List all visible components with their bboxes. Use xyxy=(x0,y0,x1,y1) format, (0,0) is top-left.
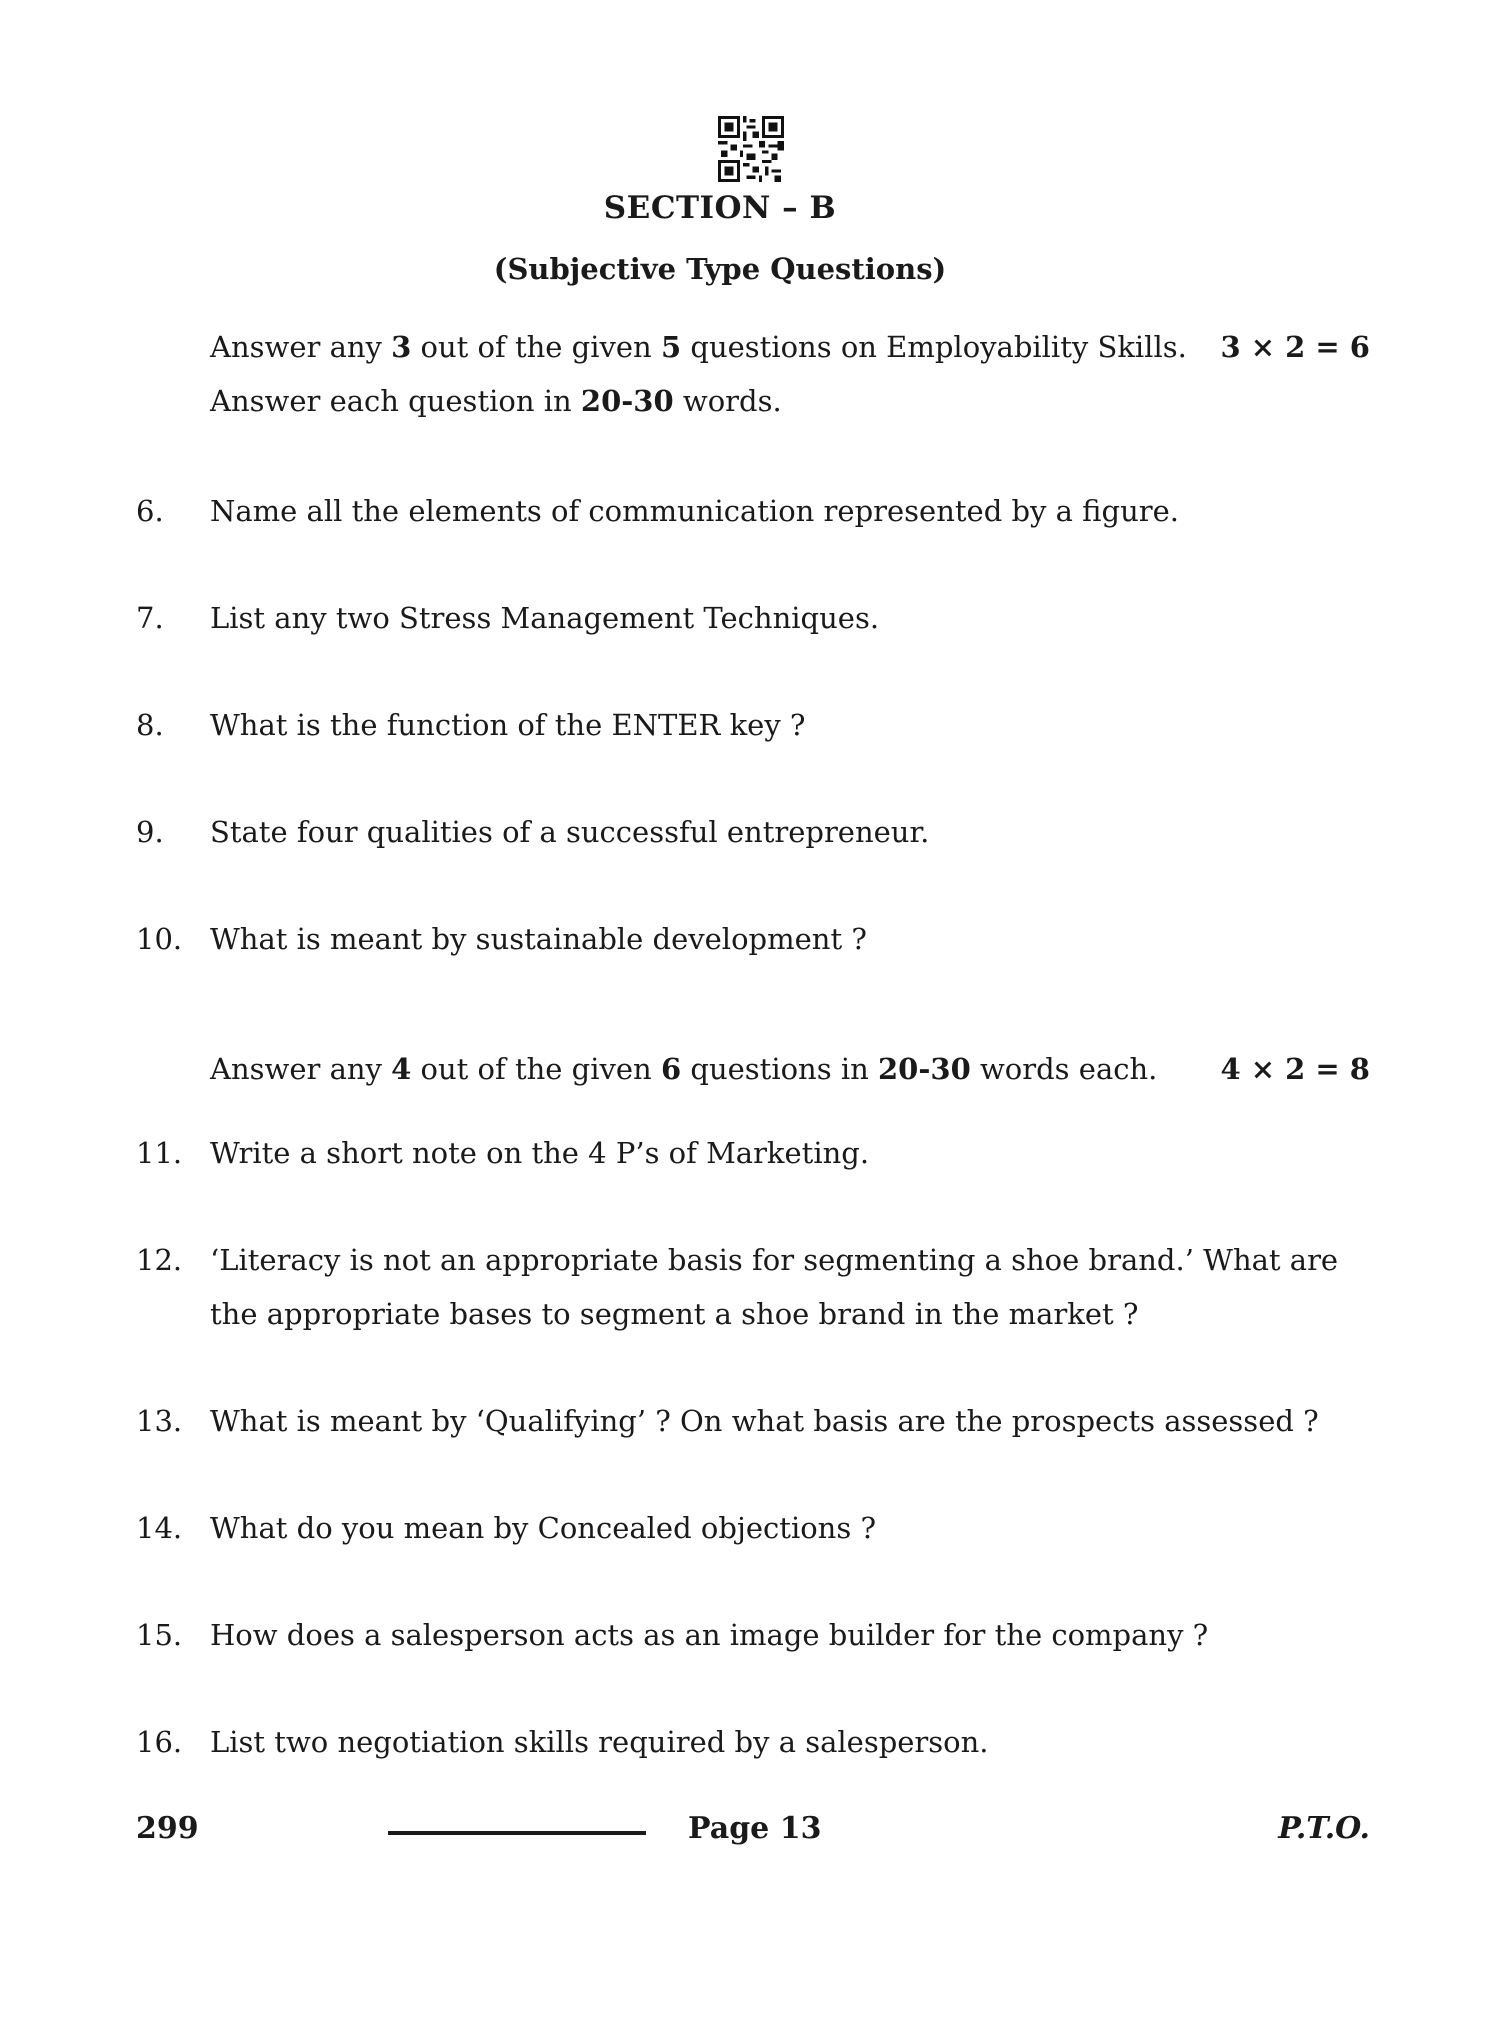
question-number: 16. xyxy=(136,1725,183,1759)
part-a-marks: 3 × 2 = 6 xyxy=(1220,330,1370,364)
question-item xyxy=(136,1715,1370,1769)
question-number: 13. xyxy=(136,1404,183,1438)
question-text: What is the function of the ENTER key ? xyxy=(210,708,806,742)
question-number: 15. xyxy=(136,1618,183,1652)
question-text: What is meant by sustainable development ? xyxy=(210,922,867,956)
section-subtitle: (Subjective Type Questions) xyxy=(493,252,947,286)
question-item xyxy=(136,1233,1370,1341)
question-number: 9. xyxy=(136,815,164,849)
part-b-instruction: Answer any 4 out of the given 6 questions in 20-30 words each. xyxy=(210,1052,1158,1086)
question-text: ‘Literacy is not an appropriate basis for segmenting a shoe brand.’ What are the appropriate bases to segment a shoe brand in the market ? xyxy=(210,1243,1339,1331)
question-text: Name all the elements of communication represented by a figure. xyxy=(210,494,1179,528)
question-item xyxy=(136,1608,1370,1662)
question-item xyxy=(136,1501,1370,1555)
question-text: List two negotiation skills required by a salesperson. xyxy=(210,1725,989,1759)
question-text: How does a salesperson acts as an image builder for the company ? xyxy=(210,1618,1209,1652)
question-number: 12. xyxy=(136,1243,183,1277)
part-a-instruction-line2: Answer each question in 20-30 words. xyxy=(210,384,782,418)
question-item xyxy=(136,1394,1370,1448)
part-b-marks: 4 × 2 = 8 xyxy=(1220,1052,1370,1086)
pto-label: P.T.O. xyxy=(1278,1811,1370,1846)
page-footer xyxy=(136,1811,1370,1851)
question-text: Write a short note on the 4 P’s of Marketing. xyxy=(210,1136,870,1170)
question-number: 10. xyxy=(136,922,183,956)
question-text: What do you mean by Concealed objections ? xyxy=(210,1511,877,1545)
qr-code-icon xyxy=(718,116,784,182)
question-text: State four qualities of a successful entrepreneur. xyxy=(210,815,930,849)
question-text: What is meant by ‘Qualifying’ ? On what basis are the prospects assessed ? xyxy=(210,1404,1319,1438)
question-item xyxy=(136,591,1370,645)
footer-rule xyxy=(388,1831,646,1835)
question-item xyxy=(136,912,1370,966)
section-title: SECTION – B xyxy=(603,190,837,226)
paper-code: 299 xyxy=(136,1811,199,1846)
question-number: 7. xyxy=(136,601,164,635)
question-number: 14. xyxy=(136,1511,183,1545)
question-item xyxy=(136,484,1370,538)
question-number: 6. xyxy=(136,494,164,528)
question-item xyxy=(136,1126,1370,1180)
part-a-instruction-line1: Answer any 3 out of the given 5 questions on Employability Skills. xyxy=(210,330,1187,364)
page-number: Page 13 xyxy=(688,1811,822,1846)
question-number: 11. xyxy=(136,1136,183,1170)
question-text: List any two Stress Management Techniques. xyxy=(210,601,880,635)
question-item xyxy=(136,698,1370,752)
question-number: 8. xyxy=(136,708,164,742)
question-item xyxy=(136,805,1370,859)
